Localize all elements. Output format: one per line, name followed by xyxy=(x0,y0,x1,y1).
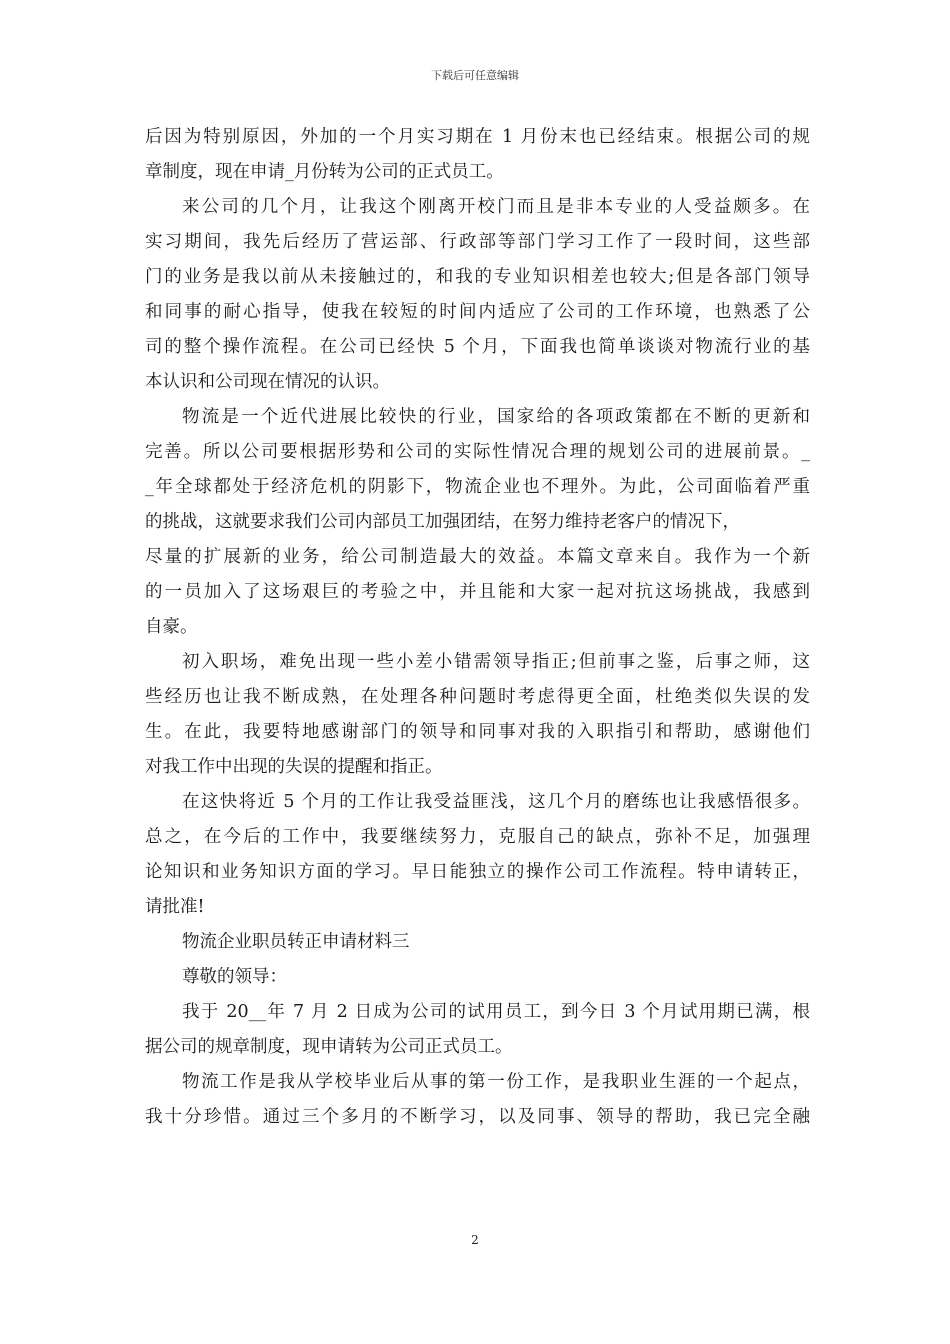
text-line: 据公司的规章制度，现申请转为公司正式员工。 xyxy=(145,1037,513,1057)
text-line: 论知识和业务知识方面的学习。早日能独立的操作公司工作流程。特申请转正， xyxy=(145,862,810,882)
text-line: 初入职场，难免出现一些小差小错需领导指正;但前事之鉴，后事之师，这 xyxy=(182,652,810,672)
section-title: 物流企业职员转正申请材料三 xyxy=(182,932,410,952)
text-line: 后因为特别原因，外加的一个月实习期在 1 月份末也已经结束。根据公司的规 xyxy=(145,127,810,147)
text-line: _年全球都处于经济危机的阴影下，物流企业也不理外。为此，公司面临着严重 xyxy=(145,477,810,497)
document-body xyxy=(145,120,810,1135)
text-line: 请批准! xyxy=(145,897,205,917)
text-line: 在这快将近 5 个月的工作让我受益匪浅，这几个月的磨练也让我感悟很多。 xyxy=(182,792,810,812)
text-line: 的挑战，这就要求我们公司内部员工加强团结，在努力维持老客户的情况下， xyxy=(145,512,740,532)
text-line: 完善。所以公司要根据形势和公司的实际性情况合理的规划公司的进展前景。_ xyxy=(145,442,810,462)
text-line: 和同事的耐心指导，使我在较短的时间内适应了公司的工作环境，也熟悉了公 xyxy=(145,302,810,322)
text-line: 司的整个操作流程。在公司已经快 5 个月，下面我也简单谈谈对物流行业的基 xyxy=(145,337,810,357)
text-line: 的一员加入了这场艰巨的考验之中，并且能和大家一起对抗这场挑战，我感到 xyxy=(145,582,810,602)
text-line: 物流是一个近代进展比较快的行业，国家给的各项政策都在不断的更新和 xyxy=(182,407,810,427)
text-line: 实习期间，我先后经历了营运部、行政部等部门学习工作了一段时间，这些部 xyxy=(145,232,810,252)
text-line: 总之，在今后的工作中，我要继续努力，克服自己的缺点，弥补不足，加强理 xyxy=(145,827,810,847)
page-header: 下载后可任意编辑 xyxy=(431,69,519,82)
text-line: 尽量的扩展新的业务，给公司制造最大的效益。本篇文章来自。我作为一个新 xyxy=(145,547,810,567)
text-line: 对我工作中出现的失误的提醒和指正。 xyxy=(145,757,443,777)
text-line: 来公司的几个月，让我这个刚离开校门而且是非本专业的人受益颇多。在 xyxy=(182,197,810,217)
text-line: 我十分珍惜。通过三个多月的不断学习，以及同事、领导的帮助，我已完全融 xyxy=(145,1107,810,1127)
page-number: 2 xyxy=(471,1233,479,1247)
text-line: 物流工作是我从学校毕业后从事的第一份工作，是我职业生涯的一个起点， xyxy=(182,1072,810,1092)
text-line: 生。在此，我要特地感谢部门的领导和同事对我的入职指引和帮助，感谢他们 xyxy=(145,722,810,742)
text-line: 自豪。 xyxy=(145,617,198,637)
salutation: 尊敬的领导： xyxy=(182,967,287,987)
text-line: 本认识和公司现在情况的认识。 xyxy=(145,372,390,392)
text-line: 门的业务是我以前从未接触过的，和我的专业知识相差也较大;但是各部门领导 xyxy=(145,267,810,287)
text-line: 我于 20__年 7 月 2 日成为公司的试用员工，到今日 3 个月试用期已满，根 xyxy=(182,1002,810,1022)
text-line: 章制度，现在申请_月份转为公司的正式员工。 xyxy=(145,162,504,182)
text-line: 些经历也让我不断成熟，在处理各种问题时考虑得更全面，杜绝类似失误的发 xyxy=(145,687,810,707)
